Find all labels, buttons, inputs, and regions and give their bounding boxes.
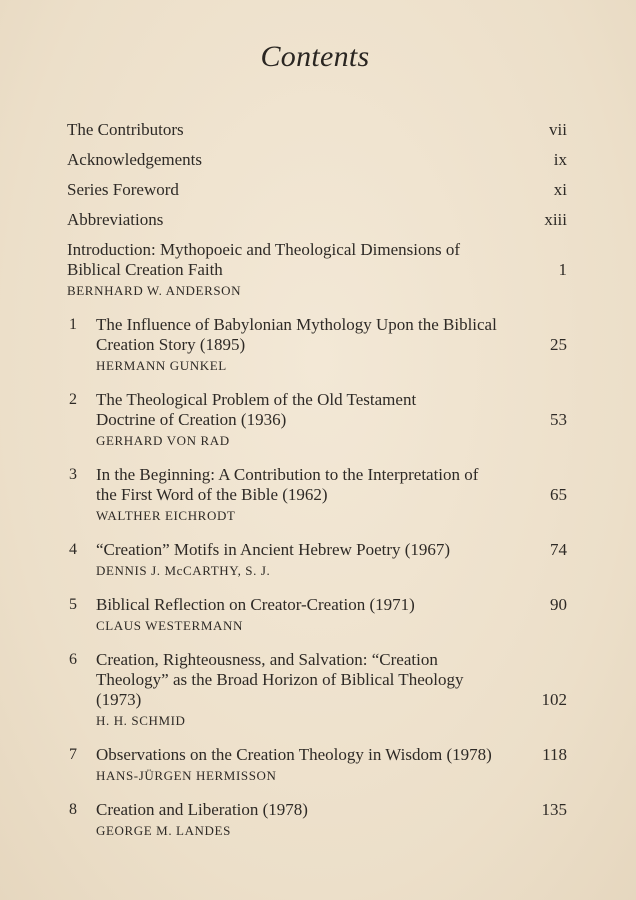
toc-entry-chapter-2[interactable] (67, 390, 567, 449)
entry-title-line: Theology” as the Broad Horizon of Biblical Theology (96, 670, 464, 689)
toc-entry-introduction[interactable] (67, 240, 567, 299)
toc-entry-chapter-8[interactable] (67, 800, 567, 839)
entry-title: The Contributors (67, 120, 184, 139)
toc-entry-chapter-3[interactable] (67, 465, 567, 524)
entry-author: HERMANN GUNKEL (96, 358, 227, 373)
entry-title-line: “Creation” Motifs in Ancient Hebrew Poetry (1967) (96, 540, 451, 559)
entry-title-line: (1973) (96, 690, 142, 709)
entry-title (67, 650, 532, 710)
chapter-number: 6 (69, 651, 77, 668)
entry-title-line: the First Word of the Bible (1962) (96, 485, 328, 504)
entry-title-line: Introduction: Mythopoeic and Theological Dimensions of (67, 240, 460, 259)
page-title: Contents (260, 40, 370, 73)
chapter-number: 8 (69, 801, 77, 818)
toc-entry-chapter-7[interactable] (67, 745, 567, 784)
page-number: 74 (550, 540, 567, 559)
entry-title-line: Biblical Creation Faith (67, 260, 223, 279)
entry-title-line: Observations on the Creation Theology in Wisdom (1978) (96, 745, 492, 764)
page-number: vii (549, 120, 567, 139)
entry-title-line: The Influence of Babylonian Mythology Upon the Biblical (96, 315, 497, 334)
toc-entry-chapter-6[interactable] (67, 650, 567, 729)
entry-author: H. H. SCHMID (96, 713, 186, 728)
entry-title-line: Doctrine of Creation (1936) (96, 410, 287, 429)
toc-entry-abbreviations[interactable] (67, 210, 567, 240)
toc-entry-chapter-4[interactable] (67, 540, 567, 579)
entry-author: GERHARD VON RAD (96, 433, 230, 448)
chapter-number: 4 (69, 541, 77, 558)
page-number: xiii (544, 210, 567, 229)
page-number: 102 (541, 690, 567, 709)
entry-title-line: In the Beginning: A Contribution to the Interpretation of (96, 465, 479, 484)
entry-title (67, 595, 532, 615)
entry-title-line: The Theological Problem of the Old Testament (96, 390, 417, 409)
entry-author: WALTHER EICHRODT (96, 508, 236, 523)
page-number: xi (553, 180, 567, 199)
page-number: ix (553, 150, 567, 169)
page-number: 25 (550, 335, 567, 354)
page-number: 1 (558, 260, 567, 279)
entry-title (67, 745, 532, 765)
entry-title (67, 800, 532, 820)
entry-title (67, 315, 532, 355)
page-number: 135 (541, 800, 567, 819)
entry-title: Acknowledgements (67, 150, 203, 169)
chapter-number: 7 (69, 746, 77, 763)
chapter-number: 1 (69, 316, 77, 333)
toc-entry-contributors[interactable] (67, 120, 567, 150)
page-number: 90 (550, 595, 567, 614)
chapter-number: 2 (69, 391, 77, 408)
chapter-number: 5 (69, 596, 77, 613)
toc-entry-series-foreword[interactable] (67, 180, 567, 210)
entry-title-line: Creation Story (1895) (96, 335, 246, 354)
entry-title-line: Creation, Righteousness, and Salvation: “Creation (96, 650, 438, 669)
entry-author: HANS-JÜRGEN HERMISSON (96, 768, 277, 783)
entry-title: Abbreviations (67, 210, 164, 229)
entry-title-line: Biblical Reflection on Creator-Creation (1971) (96, 595, 415, 614)
entry-title (67, 540, 532, 560)
toc-entry-chapter-1[interactable] (67, 315, 567, 374)
entry-author: BERNHARD W. ANDERSON (67, 283, 242, 298)
chapter-number: 3 (69, 466, 77, 483)
entry-title (67, 465, 532, 505)
toc-entry-chapter-5[interactable] (67, 595, 567, 634)
entry-title (67, 240, 532, 280)
entry-author: GEORGE M. LANDES (96, 823, 231, 838)
toc-entry-acknowledgements[interactable] (67, 150, 567, 180)
entry-title (67, 390, 532, 430)
page-number: 118 (542, 745, 567, 764)
page-number: 65 (550, 485, 567, 504)
entry-title-line: Creation and Liberation (1978) (96, 800, 308, 819)
entry-title: Series Foreword (67, 180, 179, 199)
entry-author: DENNIS J. McCARTHY, S. J. (96, 563, 271, 578)
entry-author: CLAUS WESTERMANN (96, 618, 243, 633)
page-number: 53 (550, 410, 567, 429)
table-of-contents (67, 120, 567, 839)
